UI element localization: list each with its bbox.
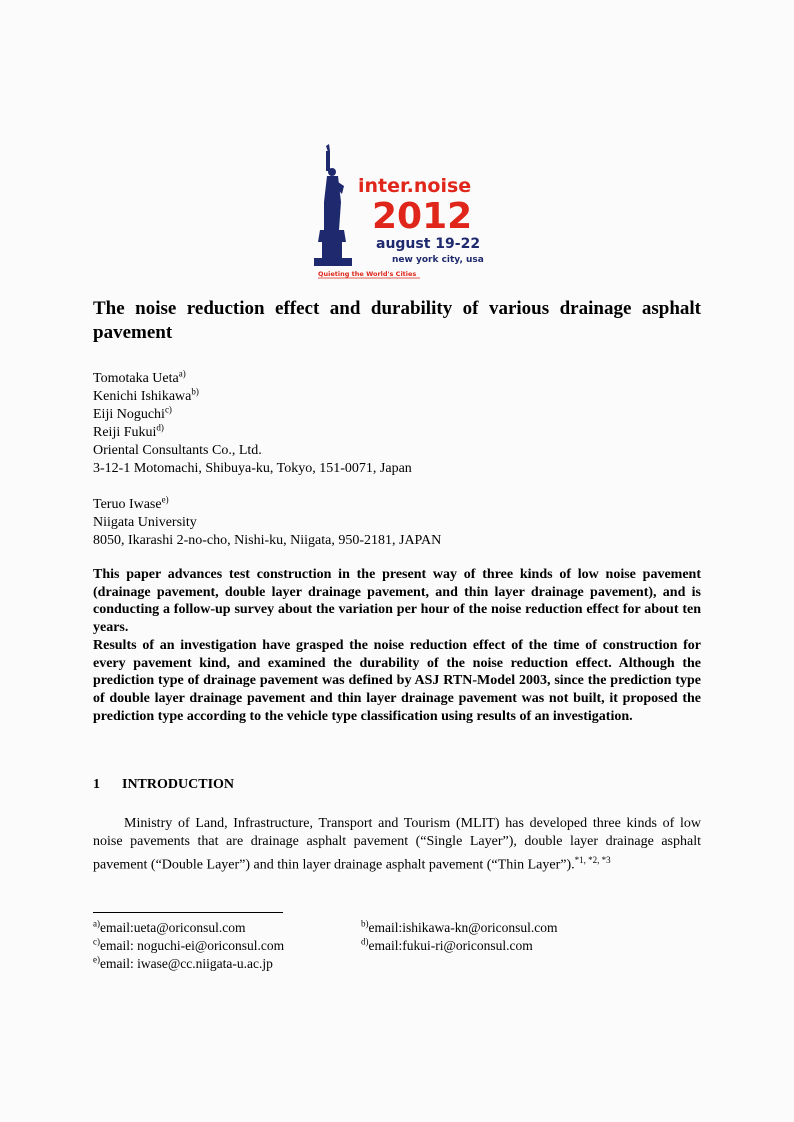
footnote: $^{b)}$email:ishikawa-kn@oriconsul.com xyxy=(361,918,558,935)
footnote: $^{c)}$email: noguchi-ei@oriconsul.com xyxy=(93,936,285,953)
affiliation-address: 8050, Ikarashi 2-no-cho, Nishi-ku, Niigata, 950-2181, JAPAN xyxy=(93,533,442,548)
footnote: $^{d)}$email:fukui-ri@oriconsul.com xyxy=(361,936,533,953)
logo-line1: inter.noise xyxy=(358,175,472,197)
conference-logo xyxy=(310,142,490,282)
paper-title: The noise reduction effect and durability of various drainage asphalt pavement xyxy=(93,298,701,343)
footnote: $^{e)}$email: iwase@cc.niigata-u.ac.jp xyxy=(93,954,273,971)
affiliation-address: 3-12-1 Motomachi, Shibuya-ku, Tokyo, 151-0071, Japan xyxy=(93,461,412,476)
abstract-paragraph: Results of an investigation have grasped the noise reduction effect of the time of construction for every pavement kind, and examined the durability of the noise reduction effect. Although the prediction type of drainage pavement was defined by ASJ RTN-Model 2003, since the prediction type of double layer drainage pavement and thin layer drainage pavement was not built, it proposed the prediction type according to the vehicle type classification using results of an investigation. xyxy=(93,637,701,724)
author-line: Reiji Fukui$^{d)}$ xyxy=(93,422,164,440)
logo-line3: august 19-22 xyxy=(376,236,481,252)
author-line: Kenichi Ishikawa$^{b)}$ xyxy=(93,386,199,404)
author-line: Eiji Noguchi$^{c)}$ xyxy=(93,404,172,422)
footnote: $^{a)}$email:ueta@oriconsul.com xyxy=(93,918,246,935)
citation-refs: *1, *2, *3 xyxy=(574,855,611,865)
author-block xyxy=(93,370,701,550)
affiliation-org: Oriental Consultants Co., Ltd. xyxy=(93,443,262,458)
statue-of-liberty-icon xyxy=(314,144,352,266)
abstract xyxy=(93,566,701,725)
logo-line2: 2012 xyxy=(372,196,473,237)
section-heading: 1 INTRODUCTION xyxy=(93,777,235,792)
affiliation-org: Niigata University xyxy=(93,515,197,530)
author-line: Teruo Iwase$^{e)}$ xyxy=(93,494,169,512)
footnote-rule xyxy=(93,912,283,913)
logo-line4: new york city, usa xyxy=(392,255,484,265)
author-line: Tomotaka Ueta$^{a)}$ xyxy=(93,368,186,386)
abstract-paragraph: This paper advances test construction in the present way of three kinds of low noise pavement (drainage pavement, double layer drainage pavement, and thin layer drainage pavement), and is conducting a follow-up survey about the variation per hour of the noise reduction effect for about ten years. xyxy=(93,567,701,636)
intro-paragraph: Ministry of Land, Infrastructure, Transport and Tourism (MLIT) has developed three kinds of low noise pavements that are drainage asphalt pavement (“Single Layer”), double layer drainage asphalt pavement (“Double Layer”) and thin layer drainage asphalt pavement (“Thin Layer”).$^{*1, *2, *3}$ xyxy=(93,816,701,873)
logo-tagline: Quieting the World's Cities xyxy=(318,270,417,278)
